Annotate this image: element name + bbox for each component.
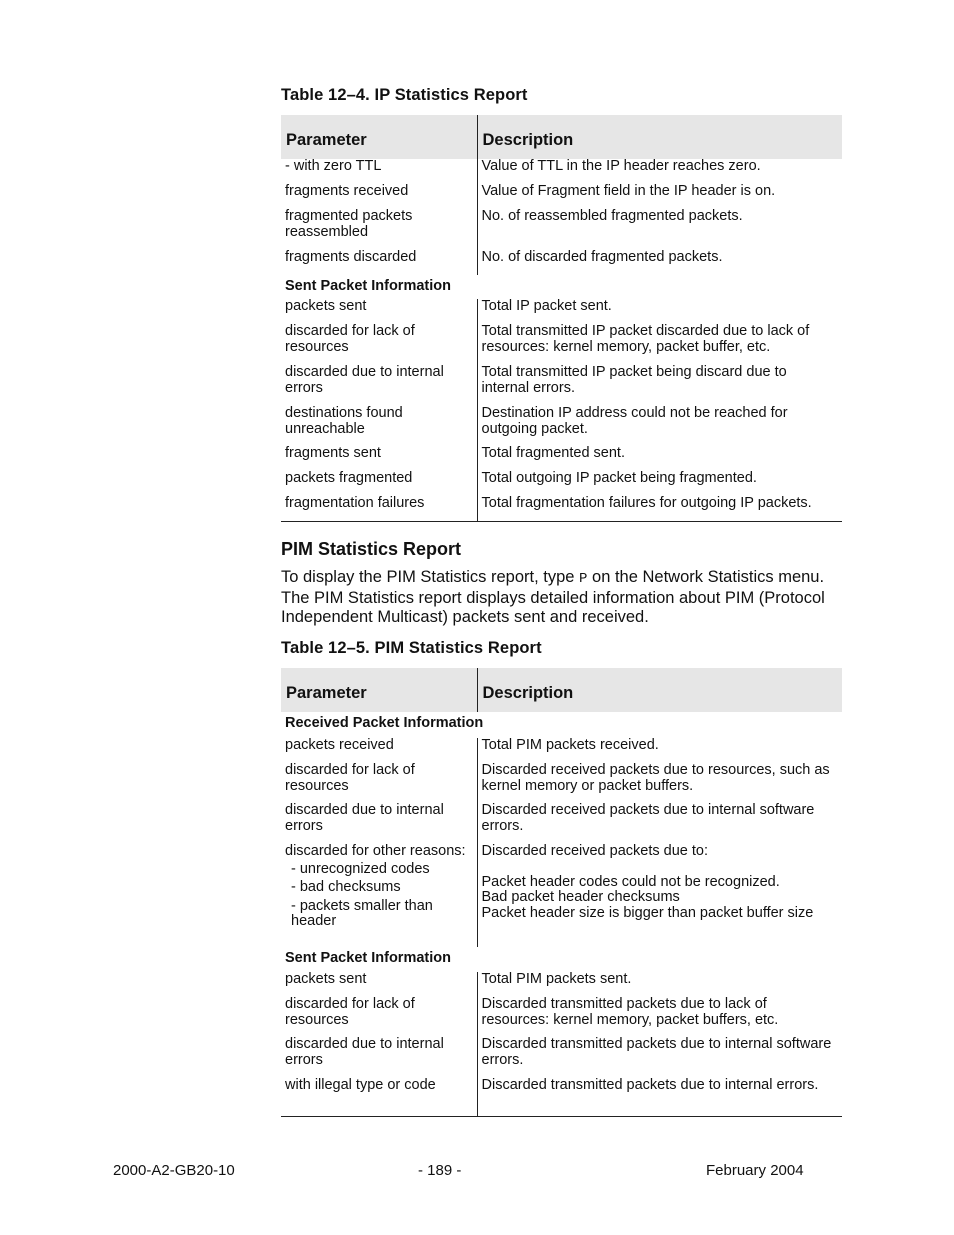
table-row <box>281 972 842 997</box>
param-cell: discarded for lack of resources <box>281 997 477 1037</box>
desc-cell <box>477 844 842 947</box>
table-row <box>281 844 842 947</box>
desc-cell: Discarded received packets due to internal software errors. <box>481 802 815 834</box>
section-row <box>281 712 842 738</box>
desc-cell: Total transmitted IP packet being discard due to internal errors. <box>481 364 787 396</box>
param-cell: destinations found unreachable <box>281 406 477 446</box>
param-cell: packets fragmented <box>281 471 477 496</box>
section-label: Received Packet Information <box>285 715 484 731</box>
param-subitem: - packets smaller than header <box>291 897 433 929</box>
desc-cell: Discarded transmitted packets due to lack of resources: kernel memory, packet buffers, etc. <box>481 996 779 1028</box>
desc-cell: Value of Fragment field in the IP header is on. <box>481 183 776 199</box>
desc-cell: Destination IP address could not be reached for outgoing packet. <box>481 405 788 437</box>
column-header-parameter: Parameter <box>281 115 477 159</box>
table-row <box>281 250 842 275</box>
desc-cell: Total outgoing IP packet being fragmented. <box>481 470 757 486</box>
table2-title: Table 12–5. PIM Statistics Report <box>281 639 542 657</box>
desc-cell: Total fragmentation failures for outgoing IP packets. <box>477 496 842 521</box>
table-row <box>281 406 842 446</box>
param-cell: discarded due to internal errors <box>281 803 477 844</box>
desc-cell: Total PIM packets sent. <box>481 971 632 987</box>
table-header-row <box>281 668 842 712</box>
desc-cell: Total IP packet sent. <box>481 298 612 314</box>
param-cell: - with zero TTL <box>281 159 477 184</box>
param-cell: packets sent <box>281 972 477 997</box>
desc-cell: Discarded transmitted packets due to internal software errors. <box>481 1036 832 1068</box>
table-row <box>281 324 842 365</box>
desc-cell: No. of reassembled fragmented packets. <box>481 208 743 224</box>
param-cell: fragmented packets reassembled <box>281 209 477 250</box>
para-text-before: To display the PIM Statistics report, type <box>281 568 580 586</box>
pim-statistics-table <box>281 668 842 1117</box>
param-subitem: - bad checksums <box>291 879 401 895</box>
table-row <box>281 446 842 471</box>
table-row <box>281 184 842 209</box>
param-cell: packets received <box>281 738 477 763</box>
column-header-description: Description <box>477 115 842 159</box>
table-row <box>281 365 842 406</box>
desc-heading: Discarded received packets due to: <box>481 843 708 859</box>
section-heading: PIM Statistics Report <box>281 539 462 559</box>
footer-page-number: - 189 - <box>418 1162 462 1179</box>
column-header-description: Description <box>477 668 842 712</box>
param-cell: discarded for lack of resources <box>281 763 477 803</box>
table-row <box>281 1037 842 1078</box>
desc-cell: Discarded transmitted packets due to internal errors. <box>477 1078 842 1116</box>
table1-title: Table 12–4. IP Statistics Report <box>281 86 528 104</box>
section-label: Sent Packet Information <box>285 950 451 966</box>
para-text-after: on the Network Statistics menu. The PIM Statistics report displays detailed information about PIM (Protocol Independent Multicast) packets sent and received. <box>281 568 825 626</box>
table-header-row <box>281 115 842 159</box>
desc-cell: Discarded received packets due to resources, such as kernel memory or packet buffers. <box>481 762 830 794</box>
table-row <box>281 299 842 324</box>
footer-doc-id: 2000-A2-GB20-10 <box>113 1162 235 1179</box>
table-row <box>281 738 842 763</box>
footer-date: February 2004 <box>706 1162 804 1179</box>
param-cell: discarded for lack of resources <box>281 324 477 365</box>
section-label: Sent Packet Information <box>285 278 451 294</box>
table-row <box>281 997 842 1037</box>
desc-cell: Total transmitted IP packet discarded due to lack of resources: kernel memory, packet buffer, etc. <box>481 323 810 355</box>
section-row <box>281 947 842 972</box>
desc-cell: Value of TTL in the IP header reaches zero. <box>481 158 761 174</box>
table-row <box>281 1078 842 1116</box>
table-row <box>281 763 842 803</box>
column-header-parameter: Parameter <box>281 668 477 712</box>
param-cell: with illegal type or code <box>281 1078 477 1116</box>
section-row <box>281 275 842 299</box>
table-row <box>281 803 842 844</box>
desc-cell: Total PIM packets received. <box>481 737 659 753</box>
table-row <box>281 159 842 184</box>
table-row <box>281 209 842 250</box>
desc-subitem: Packet header size is bigger than packet buffer size <box>481 904 814 921</box>
ip-statistics-table <box>281 115 842 522</box>
table-row <box>281 496 842 521</box>
table-row <box>281 471 842 496</box>
param-cell: discarded due to internal errors <box>281 1037 477 1078</box>
param-cell: packets sent <box>281 299 477 324</box>
param-cell: fragments sent <box>281 446 477 471</box>
param-cell: fragments received <box>281 184 477 209</box>
param-heading: discarded for other reasons: <box>285 843 466 859</box>
param-cell <box>281 844 477 947</box>
intro-paragraph <box>281 568 846 627</box>
param-cell: discarded due to internal errors <box>281 365 477 406</box>
param-subitem: - unrecognized codes <box>291 860 430 877</box>
desc-subitem: Bad packet header checksums <box>481 889 680 905</box>
desc-subitem: Packet header codes could not be recognized. <box>481 873 780 890</box>
param-cell: fragments discarded <box>281 250 477 275</box>
desc-cell: Total fragmented sent. <box>481 445 625 461</box>
command-key: P <box>579 571 588 587</box>
param-cell: fragmentation failures <box>281 496 477 521</box>
desc-cell: No. of discarded fragmented packets. <box>481 249 723 265</box>
